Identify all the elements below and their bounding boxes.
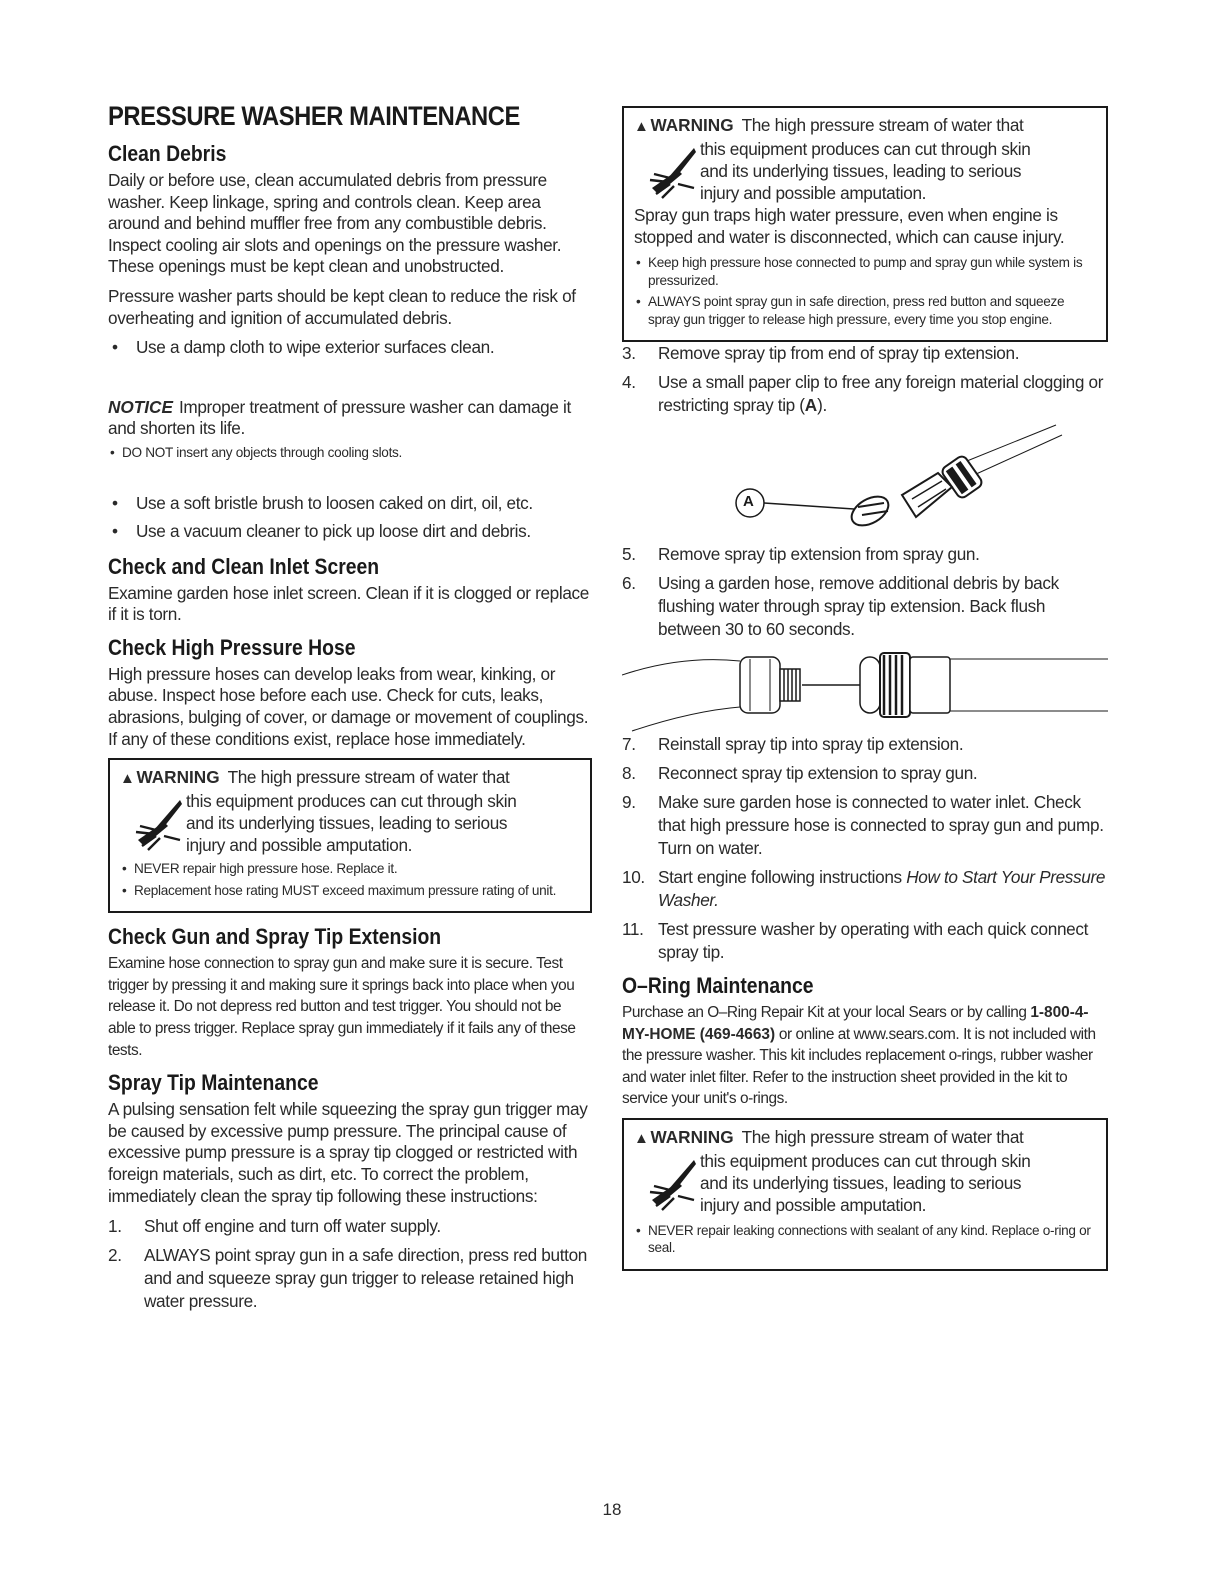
notice-block [108, 397, 592, 462]
page-number: 18 [602, 1500, 622, 1519]
cut-hazard-icon [120, 790, 186, 856]
notice-bullet: • DO NOT insert any objects through cooling slots. [110, 444, 403, 460]
section-heading-high-pressure-hose: Check High Pressure Hose [108, 634, 356, 660]
section-heading-inlet-screen: Check and Clean Inlet Screen [108, 553, 380, 579]
step-7: 7. Reinstall spray tip into spray tip extension. [622, 734, 964, 754]
warning-line-2: this equipment produces can cut through skin [700, 139, 1031, 159]
warning-gun-bullet-2: • ALWAYS point spray gun in safe direction, press red button and squeeze spray gun trigger to release high pressure, every time you stop engine. [636, 294, 1065, 327]
warning-spray-gun-text: Spray gun traps high water pressure, even when engine is stopped and water is disconnected, which can cause injury. [634, 205, 1065, 247]
warning-box-spray-gun [622, 106, 1108, 342]
section-heading-clean-debris: Clean Debris [108, 141, 227, 166]
warning-line-1: The high pressure stream of water that [741, 115, 1024, 135]
warning-label: WARNING [650, 1126, 734, 1147]
warning-hose-bullet-2: • Replacement hose rating MUST exceed maximum pressure rating of unit. [122, 882, 557, 898]
warning-line-3: and its underlying tissues, leading to serious [700, 161, 1022, 181]
cut-hazard-icon [634, 138, 700, 204]
warning-line-1: The high pressure stream of water that [227, 767, 510, 788]
clean-debris-bullet-2: • Use a soft bristle brush to loosen caked on dirt, oil, etc. [112, 493, 533, 514]
step-5: 5. Remove spray tip extension from spray gun. [622, 544, 980, 564]
right-column [622, 106, 1108, 1281]
step-1: 1. Shut off engine and turn off water supply. [108, 1216, 441, 1237]
sears-phone-number: 1-800-4-MY-HOME (469-4663) [622, 1004, 1089, 1043]
warning-triangle-icon: ▲ [634, 118, 649, 135]
warning-oring-bullet-1: • NEVER repair leaking connections with sealant of any kind. Replace o-ring or seal. [636, 1222, 1091, 1256]
step-2: 2. ALWAYS point spray gun in a safe direction, press red button and and squeeze spray gun trigger to release retained high water pressure. [108, 1245, 587, 1312]
left-column [108, 100, 592, 1319]
step-9: 9. Make sure garden hose is connected to water inlet. Check that high pressure hose is connected to spray gun and pump. Turn on water. [622, 792, 1104, 858]
step-11: 11. Test pressure washer by operating with each quick connect spray tip. [622, 919, 1089, 962]
warning-line-2: this equipment produces can cut through skin [700, 1150, 1031, 1171]
step-6: 6. Using a garden hose, remove additional debris by back flushing water through spray tip extension. Back flush between 30 to 60 seconds. [622, 573, 1059, 639]
warning-hose-bullet-1: • NEVER repair high pressure hose. Replace it. [122, 861, 398, 877]
warning-box-oring [622, 1118, 1108, 1271]
inlet-screen-text: Examine garden hose inlet screen. Clean if it is clogged or replace if it is torn. [108, 582, 589, 625]
warning-gun-bullet-1: • Keep high pressure hose connected to pump and spray gun while system is pressurized. [636, 255, 1083, 288]
clean-debris-paragraph-2: Pressure washer parts should be kept clean to reduce the risk of overheating and ignition of accumulated debris. [108, 285, 576, 328]
section-heading-gun-extension: Check Gun and Spray Tip Extension [108, 924, 442, 950]
step-10: 10. Start engine following instructions How to Start Your Pressure Washer. [622, 867, 1106, 910]
warning-line-4: injury and possible amputation. [700, 1194, 927, 1215]
clean-debris-bullet-3: • Use a vacuum cleaner to pick up loose dirt and debris. [112, 521, 531, 542]
warning-line-4: injury and possible amputation. [700, 183, 927, 203]
notice-label: NOTICE [108, 396, 173, 417]
clean-debris-bullet-1: • Use a damp cloth to wipe exterior surfaces clean. [112, 337, 495, 358]
section-heading-spray-tip: Spray Tip Maintenance [108, 1070, 319, 1096]
warning-box-hose [108, 758, 592, 913]
warning-line-3: and its underlying tissues, leading to serious [186, 813, 508, 834]
section-heading-oring: O–Ring Maintenance [622, 973, 814, 998]
warning-triangle-icon: ▲ [634, 1129, 649, 1147]
warning-label: WARNING [136, 767, 220, 788]
warning-line-3: and its underlying tissues, leading to serious [700, 1172, 1022, 1193]
spray-tip-text: A pulsing sensation felt while squeezing the spray gun trigger may be caused by excessive pump pressure. The principal cause of excessive pump pressure is a spray tip clogged or restricted with foreign materials, such as dirt, etc. To correct the problem, immediately clean the spray tip following these instructions: [108, 1099, 588, 1206]
high-pressure-hose-text: High pressure hoses can develop leaks from wear, kinking, or abuse. Inspect hose before each use. Check for cuts, leaks, abrasions, bulging of cover, or damage or movement of couplings. If any of these conditions exist, replace hose immediately. [108, 663, 589, 749]
step-8: 8. Reconnect spray tip extension to spray gun. [622, 763, 978, 783]
hose-coupling-figure [622, 647, 1108, 733]
clean-debris-paragraph-1: Daily or before use, clean accumulated debris from pressure washer. Keep linkage, spring and controls clean. Keep area around and behind muffler free from any combustible debris. Inspect cooling air slots and openings on the pressure washer. These openings must be kept clean and unobstructed. [108, 170, 562, 277]
spray-tip-figure [622, 423, 1108, 543]
step-4: 4. Use a small paper clip to free any foreign material clogging or restricting spray tip (A). [622, 372, 1104, 415]
step-3: 3. Remove spray tip from end of spray tip extension. [622, 343, 1020, 363]
oring-text: Purchase an O–Ring Repair Kit at your local Sears or by calling 1-800-4-MY-HOME (469-4663) or online at www.sears.com. It is not included with the pressure washer. This kit includes replacement o-rings, rubber washer and water inlet filter. Refer to the instruction sheet provided in the kit to service your unit's o-rings. [622, 1004, 1096, 1108]
warning-triangle-icon: ▲ [120, 770, 135, 788]
warning-line-4: injury and possible amputation. [186, 835, 413, 856]
figure-label-a: A [743, 493, 754, 510]
cut-hazard-icon [634, 1150, 700, 1216]
page-title: PRESSURE WASHER MAINTENANCE [108, 101, 520, 131]
warning-line-1: The high pressure stream of water that [741, 1126, 1024, 1147]
warning-line-2: this equipment produces can cut through skin [186, 791, 517, 812]
warning-label: WARNING [650, 115, 734, 135]
notice-text: Improper treatment of pressure washer can damage it and shorten its life. [108, 396, 571, 439]
gun-extension-text: Examine hose connection to spray gun and make sure it is secure. Test trigger by pressing it and making sure it springs back into place when you release it. Do not depress red button and test trigger. You should not be able to press trigger. Replace spray gun immediately if it fails any of these tests. [108, 955, 576, 1059]
